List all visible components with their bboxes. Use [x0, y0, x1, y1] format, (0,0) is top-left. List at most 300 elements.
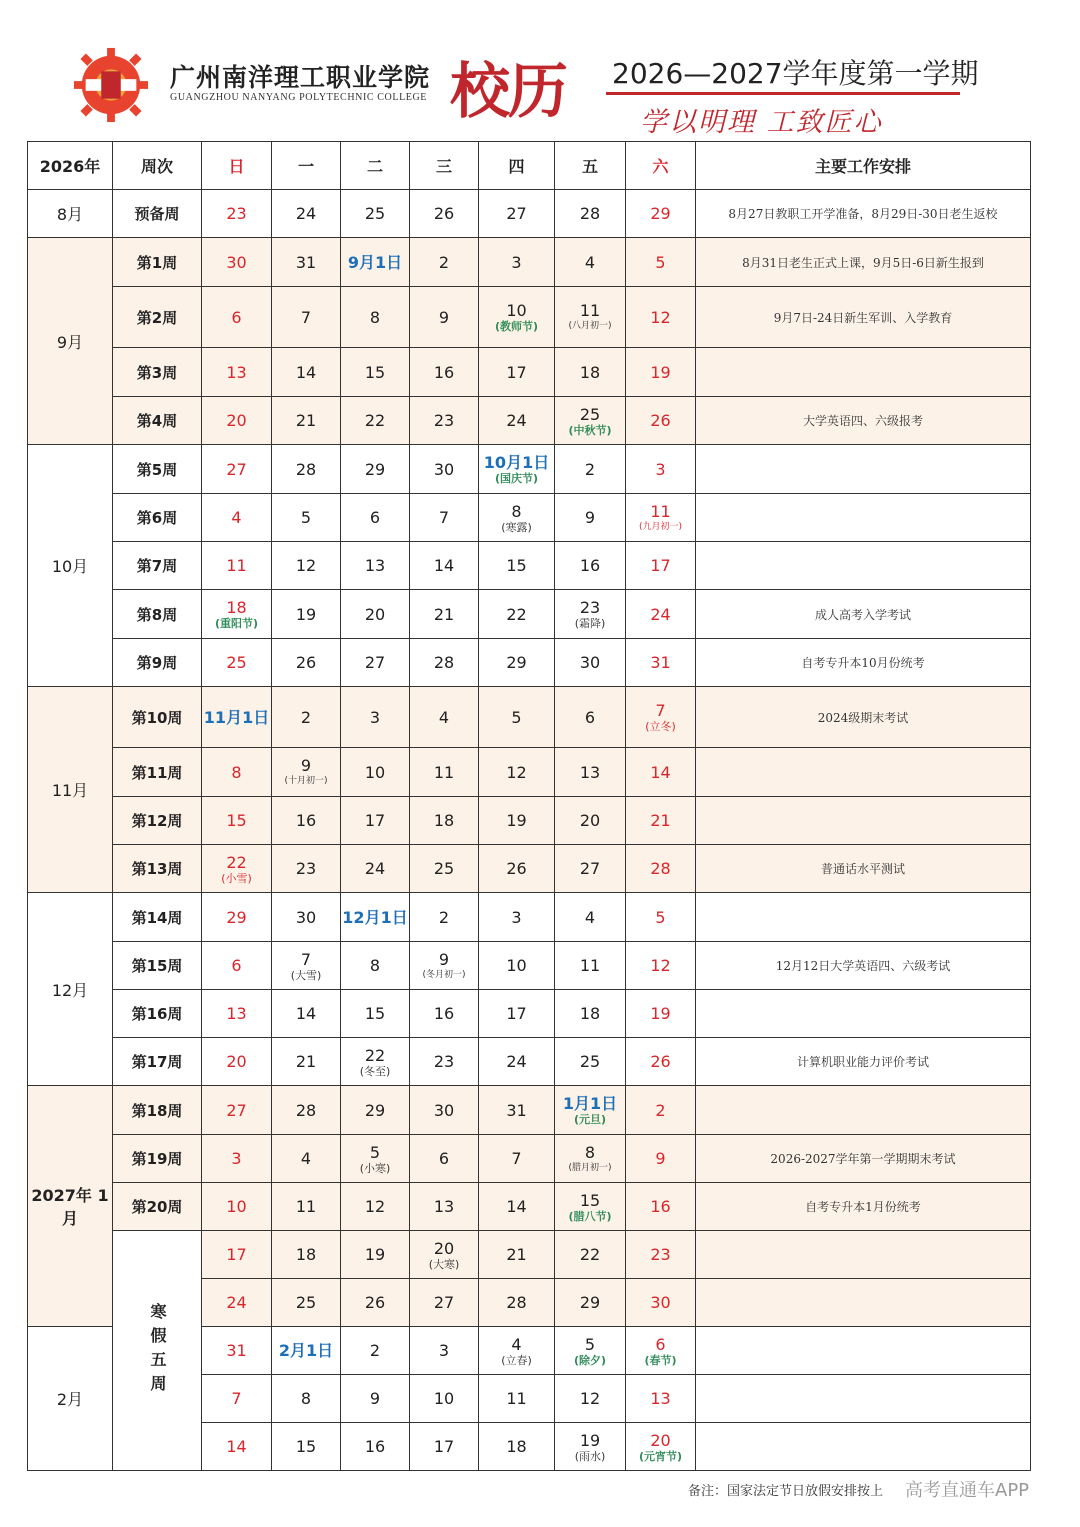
day-cell — [272, 1327, 341, 1375]
day-number: 10 — [433, 1389, 455, 1408]
day-number: 16 — [364, 1437, 386, 1456]
day-cell — [272, 348, 341, 397]
day-cell — [479, 445, 555, 494]
day-number: 28 — [295, 459, 317, 479]
day-number: 4 — [584, 907, 596, 927]
day-cell — [555, 845, 626, 893]
day-number: 13 — [364, 556, 386, 575]
day-number: 5 — [655, 907, 666, 927]
month-cell: 8月 — [28, 190, 113, 238]
day-cell — [341, 238, 410, 287]
day-number: 20 — [364, 604, 386, 624]
day-number: 23 — [295, 859, 317, 878]
day-number: 2月1日 — [278, 1341, 334, 1360]
day-number: 24 — [226, 1293, 247, 1312]
day-number: 28 — [506, 1293, 527, 1312]
day-cell — [410, 1183, 479, 1231]
day-cell — [479, 687, 555, 748]
week-cell: 第12周 — [113, 797, 202, 845]
day-number: 10 — [506, 956, 527, 975]
day-number: 9月1日 — [347, 252, 403, 272]
day-cell — [626, 1038, 696, 1086]
day-number: 14 — [226, 1437, 247, 1456]
day-cell — [410, 1279, 479, 1327]
day-number: 8 — [584, 1142, 596, 1162]
day-number: 18 — [579, 1004, 601, 1023]
calendar-table — [27, 141, 1031, 1471]
day-number: 22 — [364, 411, 386, 430]
day-cell — [202, 1375, 272, 1423]
day-cell — [555, 1423, 626, 1471]
day-cell — [202, 687, 272, 748]
work-arrangement-cell — [696, 348, 1031, 397]
month-cell: 2027年 1月 — [28, 1086, 113, 1327]
day-cell — [341, 1327, 410, 1375]
table-row — [28, 797, 1031, 845]
day-cell — [626, 942, 696, 990]
table-row — [28, 1135, 1031, 1183]
day-cell — [555, 1231, 626, 1279]
day-note: (冬月初一) — [422, 969, 466, 980]
day-cell — [272, 845, 341, 893]
day-cell — [341, 348, 410, 397]
table-row — [28, 942, 1031, 990]
day-number: 25 — [433, 859, 455, 878]
day-number: 25 — [364, 204, 386, 223]
day-note: (雨水) — [574, 1449, 606, 1463]
day-cell — [272, 893, 341, 942]
month-cell: 11月 — [28, 687, 113, 893]
day-number: 7 — [231, 1389, 242, 1408]
day-number: 29 — [364, 1100, 386, 1120]
watermark: 高考直通车APP — [905, 1480, 1030, 1501]
day-cell — [272, 238, 341, 287]
week-cell: 第4周 — [113, 397, 202, 445]
day-cell — [555, 397, 626, 445]
day-number: 23 — [433, 411, 455, 430]
day-number: 11月1日 — [203, 707, 270, 727]
college-name-en: GUANGZHOU NANYANG POLYTECHNIC COLLEGE — [170, 92, 428, 103]
day-number: 27 — [433, 1293, 455, 1312]
day-number: 25 — [579, 404, 601, 424]
day-number: 20 — [433, 1238, 455, 1258]
day-number: 22 — [364, 1045, 386, 1065]
day-number: 13 — [579, 762, 601, 782]
day-number: 15 — [295, 1437, 317, 1456]
day-note: (立冬) — [645, 720, 676, 733]
work-arrangement-cell — [696, 797, 1031, 845]
header-day-sat: 六 — [626, 142, 696, 190]
day-cell — [626, 190, 696, 238]
week-cell: 第13周 — [113, 845, 202, 893]
day-cell — [626, 1231, 696, 1279]
day-note: (腊八节) — [568, 1209, 612, 1223]
day-number: 6 — [655, 1334, 666, 1354]
day-note: (重阳节) — [214, 617, 259, 630]
day-number: 29 — [579, 1293, 601, 1312]
work-arrangement-cell — [696, 1375, 1031, 1423]
day-number: 26 — [295, 653, 317, 672]
day-cell — [410, 1423, 479, 1471]
table-row — [28, 397, 1031, 445]
day-number: 14 — [433, 556, 455, 575]
work-arrangement-cell — [696, 990, 1031, 1038]
day-number: 29 — [364, 459, 386, 479]
work-arrangement-cell — [696, 1086, 1031, 1135]
week-cell: 第11周 — [113, 748, 202, 797]
day-number: 19 — [579, 1430, 601, 1450]
day-number: 10月1日 — [483, 453, 550, 472]
day-number: 6 — [438, 1149, 450, 1168]
day-cell — [410, 942, 479, 990]
day-number: 20 — [650, 1430, 671, 1450]
day-number: 2 — [369, 1341, 381, 1360]
week-cell: 第1周 — [113, 238, 202, 287]
day-cell — [555, 190, 626, 238]
day-number: 31 — [506, 1100, 527, 1120]
day-cell — [479, 348, 555, 397]
day-cell — [410, 1038, 479, 1086]
day-cell — [202, 1423, 272, 1471]
day-cell — [272, 639, 341, 687]
table-row — [28, 190, 1031, 238]
week-cell: 第17周 — [113, 1038, 202, 1086]
day-number: 30 — [295, 907, 317, 927]
day-cell — [202, 397, 272, 445]
day-number: 17 — [506, 362, 527, 382]
day-number: 13 — [433, 1197, 455, 1216]
day-cell — [626, 494, 696, 542]
day-number: 11 — [295, 1197, 317, 1216]
table-row — [28, 287, 1031, 348]
day-note: (元旦) — [573, 1113, 607, 1126]
day-cell — [272, 1183, 341, 1231]
header-day-tue: 二 — [341, 142, 410, 190]
day-cell — [479, 942, 555, 990]
month-cell: 9月 — [28, 238, 113, 445]
day-number: 26 — [650, 1052, 671, 1071]
day-number: 15 — [364, 1004, 386, 1023]
day-cell — [202, 1279, 272, 1327]
day-note: (寒露) — [501, 520, 532, 534]
day-cell — [272, 542, 341, 590]
day-number: 5 — [300, 508, 312, 527]
day-number: 10 — [364, 762, 386, 782]
day-number: 15 — [364, 362, 386, 382]
day-number: 12 — [650, 956, 671, 975]
day-number: 7 — [655, 701, 666, 720]
day-cell — [410, 1231, 479, 1279]
day-cell — [626, 990, 696, 1038]
day-cell — [626, 287, 696, 348]
day-cell — [341, 1375, 410, 1423]
footnote: 备注：国家法定节日放假安排按上 — [688, 1484, 884, 1499]
day-cell — [479, 542, 555, 590]
day-cell — [555, 1135, 626, 1183]
day-note: (十月初一) — [284, 776, 328, 786]
day-cell — [272, 287, 341, 348]
day-number: 14 — [295, 1004, 317, 1023]
day-note: (除夕) — [573, 1353, 607, 1367]
day-number: 27 — [579, 859, 601, 878]
day-cell — [479, 494, 555, 542]
day-number: 21 — [295, 411, 317, 430]
work-arrangement-cell — [696, 542, 1031, 590]
day-number: 22 — [226, 852, 247, 872]
week-cell: 第19周 — [113, 1135, 202, 1183]
day-number: 7 — [300, 307, 312, 327]
day-number: 19 — [650, 362, 671, 382]
day-cell — [626, 797, 696, 845]
day-cell — [479, 797, 555, 845]
day-number: 13 — [226, 1004, 247, 1023]
week-cell: 第14周 — [113, 893, 202, 942]
day-number: 4 — [511, 1334, 522, 1354]
day-cell — [341, 445, 410, 494]
day-number: 10 — [506, 301, 527, 320]
week-cell: 第2周 — [113, 287, 202, 348]
day-cell — [555, 639, 626, 687]
day-cell — [410, 494, 479, 542]
day-cell — [341, 397, 410, 445]
day-number: 27 — [226, 1100, 247, 1120]
table-row — [28, 687, 1031, 748]
day-note: (冬至) — [359, 1064, 391, 1078]
day-note: (大寒) — [428, 1257, 460, 1271]
day-number: 21 — [506, 1245, 527, 1264]
day-cell — [410, 190, 479, 238]
day-number: 4 — [438, 707, 450, 727]
day-cell — [202, 1086, 272, 1135]
day-cell — [479, 238, 555, 287]
day-cell — [410, 1086, 479, 1135]
day-number: 19 — [650, 1004, 671, 1023]
day-cell — [626, 1423, 696, 1471]
day-note: (腊月初一) — [568, 1162, 612, 1173]
day-cell — [341, 1423, 410, 1471]
day-cell — [410, 542, 479, 590]
day-number: 29 — [226, 907, 247, 927]
day-number: 14 — [506, 1197, 527, 1216]
day-number: 4 — [300, 1149, 312, 1168]
day-number: 15 — [506, 556, 527, 575]
day-number: 23 — [579, 598, 601, 617]
week-cell: 第20周 — [113, 1183, 202, 1231]
day-cell — [626, 348, 696, 397]
day-cell — [479, 590, 555, 639]
day-cell — [202, 238, 272, 287]
table-header-row — [28, 142, 1031, 190]
day-number: 13 — [650, 1389, 671, 1408]
work-arrangement-cell — [696, 494, 1031, 542]
day-number: 3 — [511, 252, 522, 272]
day-cell — [410, 893, 479, 942]
day-cell — [341, 990, 410, 1038]
day-cell — [202, 845, 272, 893]
work-arrangement-cell: 成人高考入学考试 — [696, 590, 1031, 639]
day-cell — [626, 1279, 696, 1327]
day-number: 21 — [295, 1052, 317, 1071]
day-number: 8 — [300, 1389, 312, 1408]
day-cell — [626, 1327, 696, 1375]
day-number: 7 — [511, 1149, 522, 1168]
day-note: (中秋节) — [568, 423, 612, 437]
day-cell — [341, 590, 410, 639]
day-number: 7 — [438, 508, 450, 527]
day-number: 24 — [364, 859, 386, 878]
day-cell — [479, 1038, 555, 1086]
table-row — [28, 845, 1031, 893]
day-cell — [479, 1086, 555, 1135]
day-cell — [202, 494, 272, 542]
day-cell — [341, 1135, 410, 1183]
day-cell — [555, 590, 626, 639]
day-number: 4 — [584, 252, 596, 272]
college-name-cn: 广州南洋理工职业学院 — [170, 63, 431, 92]
day-cell — [555, 348, 626, 397]
table-row — [28, 542, 1031, 590]
day-number: 18 — [295, 1245, 317, 1264]
day-cell — [202, 542, 272, 590]
day-cell — [410, 797, 479, 845]
day-cell — [202, 445, 272, 494]
table-row — [28, 238, 1031, 287]
day-cell — [626, 445, 696, 494]
calendar-title: 校历 — [450, 57, 566, 127]
day-cell — [202, 1038, 272, 1086]
header-day-sun: 日 — [202, 142, 272, 190]
day-number: 24 — [295, 204, 317, 223]
day-number: 9 — [300, 756, 312, 775]
day-number: 14 — [650, 762, 671, 782]
table-row — [28, 748, 1031, 797]
day-cell — [341, 639, 410, 687]
day-number: 8 — [231, 762, 242, 782]
work-arrangement-cell — [696, 1327, 1031, 1375]
day-number: 31 — [226, 1341, 247, 1360]
day-cell — [626, 238, 696, 287]
day-cell — [410, 1135, 479, 1183]
day-cell — [555, 990, 626, 1038]
day-number: 14 — [295, 362, 317, 382]
day-number: 23 — [226, 204, 247, 223]
day-cell — [626, 590, 696, 639]
day-cell — [410, 397, 479, 445]
day-cell — [341, 797, 410, 845]
table-row — [28, 445, 1031, 494]
day-number: 12 — [364, 1197, 386, 1216]
day-cell — [555, 797, 626, 845]
day-cell — [555, 1183, 626, 1231]
day-cell — [341, 1086, 410, 1135]
day-cell — [272, 397, 341, 445]
day-cell — [410, 445, 479, 494]
day-number: 31 — [650, 653, 671, 672]
day-number: 8 — [369, 956, 381, 975]
table-row — [28, 639, 1031, 687]
day-cell — [341, 1231, 410, 1279]
header-day-thu: 四 — [479, 142, 555, 190]
day-cell — [626, 1086, 696, 1135]
day-cell — [341, 1038, 410, 1086]
day-cell — [626, 1135, 696, 1183]
day-cell — [479, 990, 555, 1038]
day-cell — [341, 942, 410, 990]
day-number: 9 — [655, 1149, 666, 1168]
day-number: 25 — [295, 1293, 317, 1312]
day-number: 18 — [226, 598, 247, 617]
day-cell — [479, 893, 555, 942]
table-row — [28, 590, 1031, 639]
day-cell — [202, 1135, 272, 1183]
week-cell: 第10周 — [113, 687, 202, 748]
week-cell: 第8周 — [113, 590, 202, 639]
day-number: 22 — [579, 1245, 601, 1264]
day-cell — [479, 287, 555, 348]
header-week: 周次 — [113, 142, 202, 190]
day-number: 16 — [579, 556, 601, 575]
day-number: 26 — [650, 411, 671, 430]
day-number: 13 — [226, 362, 247, 382]
day-number: 6 — [584, 707, 596, 727]
day-cell — [272, 1135, 341, 1183]
day-note: (小寒) — [359, 1161, 391, 1175]
day-cell — [479, 748, 555, 797]
table-row — [28, 494, 1031, 542]
day-number: 12月1日 — [342, 907, 408, 927]
day-number: 28 — [295, 1100, 317, 1120]
day-cell — [626, 397, 696, 445]
day-cell — [341, 1183, 410, 1231]
day-number: 16 — [650, 1197, 671, 1216]
day-number: 11 — [226, 556, 247, 575]
day-note: (九月初一) — [638, 521, 683, 532]
day-cell — [410, 1327, 479, 1375]
work-arrangement-cell: 计算机职业能力评价考试 — [696, 1038, 1031, 1086]
day-cell — [202, 1327, 272, 1375]
day-cell — [479, 845, 555, 893]
day-cell — [479, 1183, 555, 1231]
header-day-mon: 一 — [272, 142, 341, 190]
day-cell — [272, 748, 341, 797]
day-cell — [272, 687, 341, 748]
day-cell — [341, 190, 410, 238]
day-number: 2 — [655, 1100, 666, 1120]
work-arrangement-cell: 12月12日大学英语四、六级考试 — [696, 942, 1031, 990]
day-number: 5 — [369, 1142, 381, 1162]
day-number: 3 — [438, 1341, 450, 1360]
day-cell — [272, 942, 341, 990]
week-cell: 第7周 — [113, 542, 202, 590]
college-motto: 学以明理 工致匠心 — [640, 107, 883, 138]
day-note: (立春) — [501, 1353, 532, 1367]
day-number: 28 — [433, 653, 455, 672]
day-number: 17 — [506, 1004, 527, 1023]
day-cell — [410, 639, 479, 687]
day-cell — [555, 1038, 626, 1086]
day-cell — [479, 1375, 555, 1423]
day-cell — [202, 893, 272, 942]
month-cell: 2月 — [28, 1327, 113, 1471]
day-cell — [555, 238, 626, 287]
day-cell — [341, 287, 410, 348]
day-number: 27 — [506, 204, 527, 223]
work-arrangement-cell — [696, 893, 1031, 942]
day-number: 29 — [650, 204, 671, 223]
day-cell — [202, 639, 272, 687]
week-cell: 第15周 — [113, 942, 202, 990]
day-cell — [272, 1086, 341, 1135]
